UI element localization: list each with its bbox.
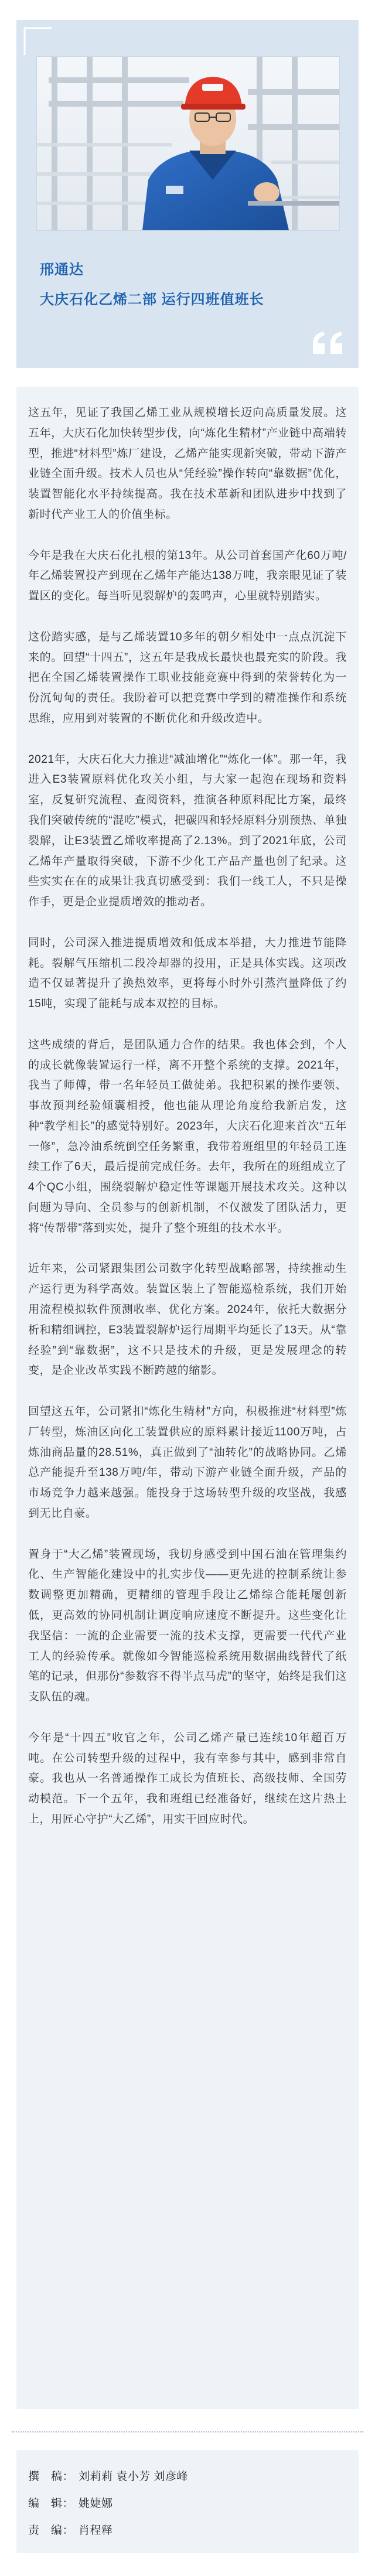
paragraph: 近年来，公司紧跟集团公司数字化转型战略部署，持续推动生产运行更为科学高效。装置区装上了智能巡检系统，我们开始用流程模拟软件预测收率、优化方案。2024年，依托大数据分析和精细调控，E3装置裂解炉运行周期平均延长了13天。从“靠经验”到“靠数据”，这不只是技术的升级，更是发展理念的转变，是企业改革实践不断跨越的缩影。: [28, 1263, 347, 1377]
paragraph: 这五年，见证了我国乙烯工业从规模增长迈向高质量发展。这五年，大庆石化加快转型步伐，向“炼化生精材”产业链中高端转型，推进“材料型”炼厂建设，乙烯产能实现新突破，带动下游产业链全面升级。技术人员也从“凭经验”操作转向“靠数据”优化，装置智能化水平持续提高。我在技术革新和团队进步中找到了新时代产业工人的价值坐标。: [28, 407, 347, 521]
credit-value: 刘莉莉 袁小芳 刘彦峰: [79, 2471, 189, 2483]
credit-value: 肖程释: [79, 2524, 113, 2537]
credits-card: [16, 2450, 359, 2553]
section-divider: [12, 2431, 363, 2432]
hero-card: [16, 20, 359, 368]
hero-caption: [16, 238, 359, 368]
hero-photo: [36, 56, 340, 231]
person-title: 大庆石化乙烯二部 运行四班值班长: [40, 292, 264, 308]
credit-writer: [28, 2468, 188, 2483]
paragraph: 这份踏实感，是与乙烯装置10多年的朝夕相处中一点点沉淀下来的。回望“十四五”，这五年是我成长最快也最充实的阶段。我把在全国乙烯装置操作工职业技能竞赛中得到的荣誉转化为一份沉甸甸的责任。我盼着可以把竞赛中学到的精准操作和系统思维，应用到对装置的不断优化和升级改造中。: [28, 630, 347, 725]
credit-editor: [28, 2495, 113, 2510]
person-name: 邢通达: [40, 262, 84, 278]
paragraph: 回望这五年，公司紧扣“炼化生精材”方向，积极推进“材料型”炼厂转型，炼油区向化工装置供应的原料累计接近1100万吨，占炼油商品量的28.51%，真正做到了“油转化”的战略协同。乙烯总产能提升至138万吨/年，带动下游产业链全面升级，产品的市场竞争力越来越强。能投身于这场转型升级的攻坚战，我感到无比自豪。: [28, 1405, 347, 1520]
credit-label: 撰 稿：: [28, 2471, 74, 2483]
paragraph: 今年是我在大庆石化扎根的第13年。从公司首套国产化60万吨/年乙烯装置投产到现在乙烯年产能达138万吨，我亲眼见证了装置区的变化。每当听见裂解炉的轰鸣声，心里就特别踏实。: [28, 549, 347, 603]
credit-label: 责 编：: [28, 2524, 74, 2537]
credit-reviewer: [28, 2522, 113, 2537]
article-body: [28, 403, 347, 1851]
paragraph: 置身于“大乙烯”装置现场，我切身感受到中国石油在管理集约化、生产智能化建设中的扎实步伐——更先进的控制系统让参数调整更加精确，更精细的管理手段让乙烯综合能耗屡创新低，更高效的协同机制让调度响应速度不断提升。这些变化让我坚信：一流的企业需要一流的技术支撑，更需要一代代产业工人的经验传承。就像如今智能巡检系统用数据曲线替代了纸笔的记录，但那份“参数容不得半点马虎”的坚守，始终是我们这支队伍的魂。: [28, 1548, 347, 1704]
article-body-card: [16, 387, 359, 2409]
credit-label: 编 辑：: [28, 2497, 74, 2510]
paragraph: 2021年，大庆石化大力推进“减油增化”“炼化一体”。那一年，我进入E3装置原料优化攻关小组，与大家一起泡在现场和资料室，反复研究流程、查阅资料，推演各种原料配比方案，最终我们突破传统的“混吃”模式，把碳四和轻烃原料分别预热、单独裂解，让E3装置乙烯收率提高了2.13%。到了2021年底，公司乙烯年产量取得突破，下游不少化工产品产量也创了纪录。这些实实在在的成果让我真切感受到：我们一线工人，不只是操作手，更是企业提质增效的推动者。: [28, 753, 347, 909]
paragraph: 同时，公司深入推进提质增效和低成本举措，大力推进节能降耗。裂解气压缩机二段冷却器的投用，正是具体实践。这项改造不仅显著提升了换热效率，更将每小时外引蒸汽量降低了约15吨，实现了能耗与成本双控的目标。: [28, 936, 347, 1011]
quote-mark-icon: [311, 330, 346, 356]
worker-photo-illustration: [37, 57, 339, 230]
credit-value: 姚婕娜: [79, 2497, 113, 2510]
paragraph: 今年是“十四五”收官之年，公司乙烯产量已连续10年超百万吨。在公司转型升级的过程中，我有幸参与其中，感到非常自豪。我也从一名普通操作工成长为值班长、高级技师、全国劳动模范。下一个五年，我和班组已经准备好，继续在这片热土上，用匠心守护“大乙烯”，用实干回应时代。: [28, 1731, 347, 1826]
paragraph: 这些成绩的背后，是团队通力合作的结果。我也体会到，个人的成长就像装置运行一样，离不开整个系统的支撑。2021年，我当了师傅，带一名年轻员工做徒弟。我把积累的操作要领、事故预判经验倾囊相授，他也能从理论角度给我新启发，这种“教学相长”的感觉特别好。2023年，大庆石化迎来首次“五年一修”，急冷油系统倒空任务繁重，我带着班组里的年轻员工连续工作了6天，最后提前完成任务。去年，我所在的班组成立了4个QC小组，围绕裂解炉稳定性等课题开展技术攻关。这种以问题为导向、全员参与的创新机制，不仅激发了团队活力，更将“传帮带”落到实处，提升了整个班组的技术水平。: [28, 1038, 347, 1234]
